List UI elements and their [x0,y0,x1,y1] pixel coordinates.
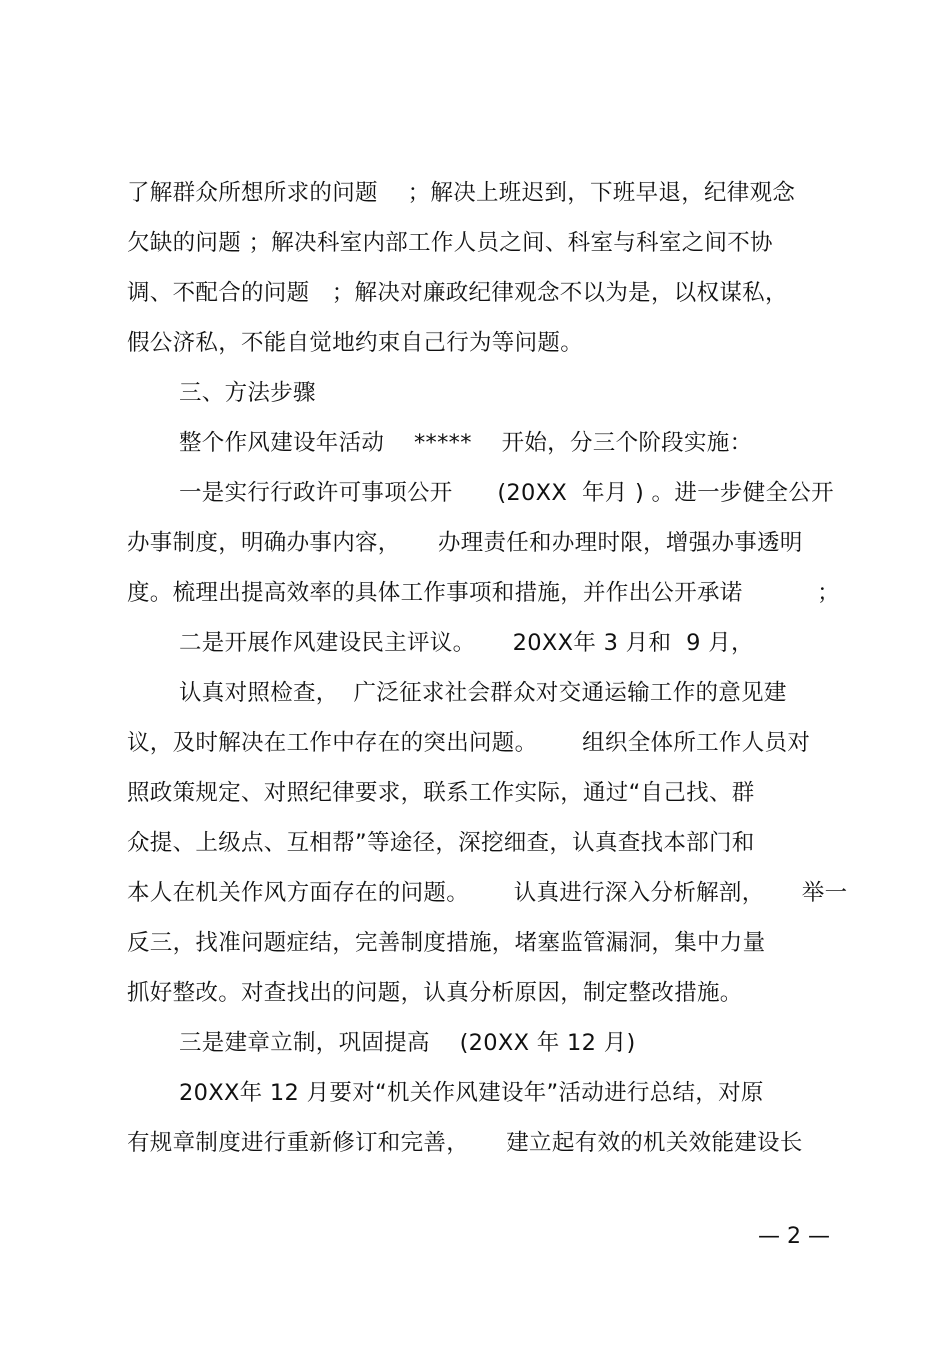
body-line: 度。梳理出提高效率的具体工作事项和措施，并作出公开承诺 ； [127,580,840,606]
body-line: 照政策规定、对照纪律要求，联系工作实际，通过“自己找、群 [127,780,755,806]
body-line: 抓好整改。对查找出的问题，认真分析原因，制定整改措施。 [127,980,743,1006]
body-line: 了解群众所想所求的问题 ；解决上班迟到，下班早退，纪律观念 [127,180,796,206]
page-number: — 2 — [758,1224,830,1249]
body-line: 调、不配合的问题 ；解决对廉政纪律观念不以为是，以权谋私， [127,280,788,306]
body-line: 二是开展作风建设民主评议。 20XX年 3 月和 9 月， [179,630,754,656]
body-line: 反三，找准问题症结，完善制度措施，堵塞监管漏洞，集中力量 [127,930,766,956]
body-line: 欠缺的问题 ；解决科室内部工作人员之间、科室与科室之间不协 [127,230,773,256]
body-line: 本人在机关作风方面存在的问题。 认真进行深入分析解剖， 举一 [127,880,848,906]
body-line: 三是建章立制，巩固提高 (20XX 年 12 月) [179,1030,636,1056]
body-line: 假公济私，不能自觉地约束自己行为等问题。 [127,330,584,356]
body-line: 整个作风建设年活动 ***** 开始，分三个阶段实施： [179,430,753,456]
body-line: 办事制度，明确办事内容， 办理责任和办理时限，增强办事透明 [127,530,803,556]
section-heading: 三、方法步骤 [179,380,316,406]
body-line: 有规章制度进行重新修订和完善， 建立起有效的机关效能建设长 [127,1130,803,1156]
body-line: 议，及时解决在工作中存在的突出问题。 组织全体所工作人员对 [127,730,811,756]
body-line: 一是实行行政许可事项公开 (20XX 年月 ) 。进一步健全公开 [179,480,834,506]
body-line: 众提、上级点、互相帮”等途径，深挖细查，认真查找本部门和 [127,830,755,856]
body-line: 认真对照检查， 广泛征求社会群众对交通运输工作的意见建 [179,680,787,706]
body-line: 20XX年 12 月要对“机关作风建设年”活动进行总结，对原 [179,1080,764,1106]
